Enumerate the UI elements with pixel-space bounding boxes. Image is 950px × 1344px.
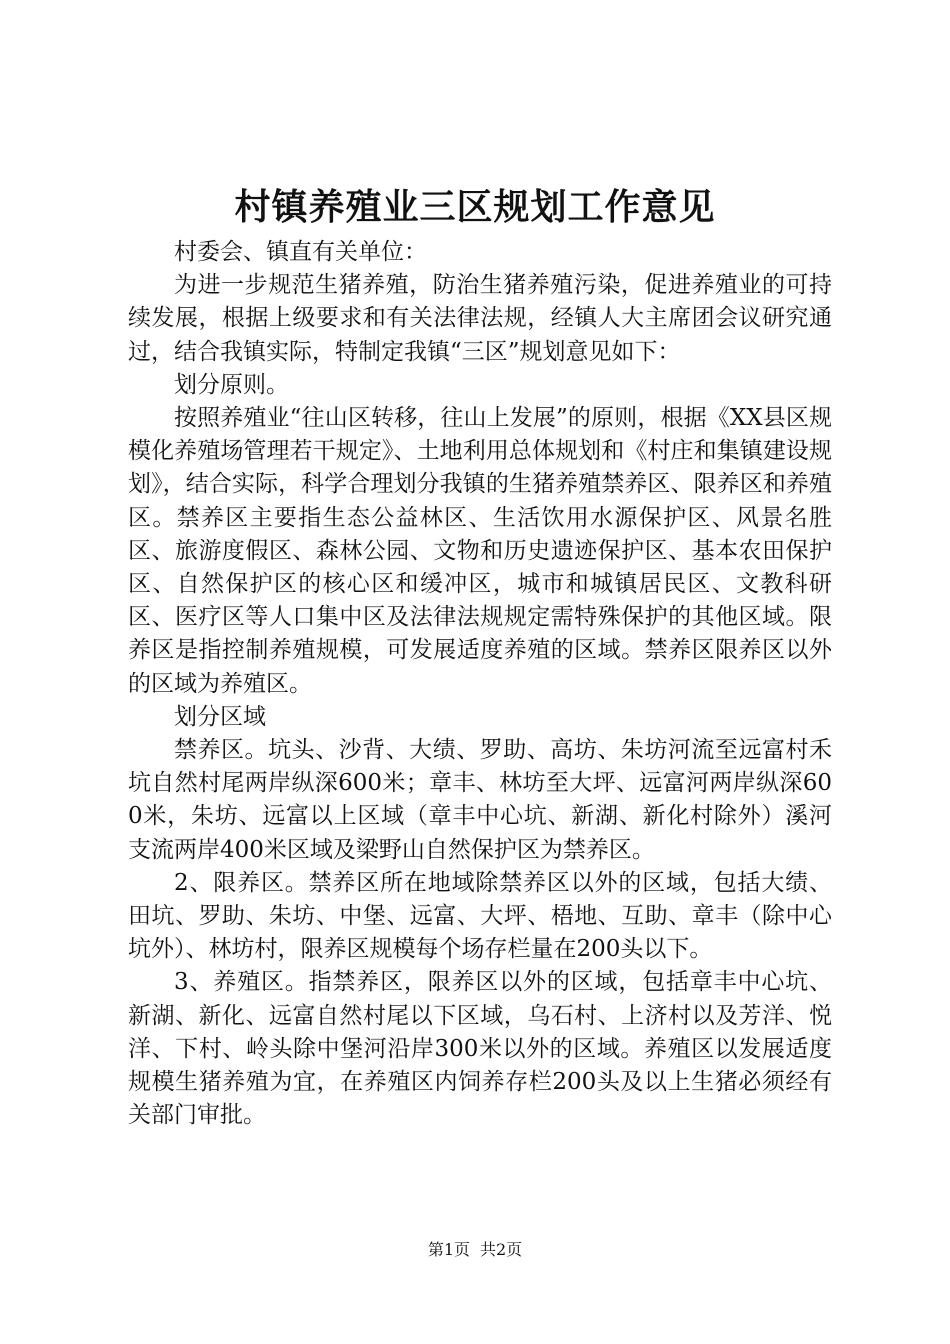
salutation-paragraph: 村委会、镇直有关单位： — [174, 239, 427, 265]
document-body — [128, 236, 832, 1132]
forbidden-zone-paragraph: 禁养区。坑头、沙背、大绩、罗助、高坊、朱坊河流至远富村禾坑自然村尾两岸纵深600米；章丰、林坊至大坪、远富河两岸纵深600米，朱坊、远富以上区域（章丰中心坑、新湖、新化村除外）溪河支流两岸400米区域及梁野山自然保护区为禁养区。 — [128, 737, 832, 863]
intro-paragraph: 为进一步规范生猪养殖，防治生猪养殖污染，促进养殖业的可持续发展，根据上级要求和有关法律法规，经镇人大主席团会议研究通过，结合我镇实际，特制定我镇“三区”规划意见如下： — [128, 272, 832, 365]
restricted-zone-paragraph: 2、限养区。禁养区所在地域除禁养区以外的区域，包括大绩、田坑、罗助、朱坊、中堡、远富、大坪、梧地、互助、章丰（除中心坑外）、林坊村，限养区规模每个场存栏量在200头以下。 — [128, 869, 832, 963]
principles-paragraph: 按照养殖业“往山区转移，往山上发展”的原则，根据《XX县区规模化养殖场管理若干规定》、土地利用总体规划和《村庄和集镇建设规划》，结合实际，科学合理划分我镇的生猪养殖禁养区、限养区和养殖区。禁养区主要指生态公益林区、生活饮用水源保护区、风景名胜区、旅游度假区、森林公园、文物和历史遗迹保护区、基本农田保护区、自然保护区的核心区和缓冲区，城市和城镇居民区、文教科研区、医疗区等人口集中区及法律法规规定需特殊保护的其他区域。限养区是指控制养殖规模，可发展适度养殖的区域。禁养区限养区以外的区域为养殖区。 — [128, 405, 832, 697]
document-title: 村镇养殖业三区规划工作意见 — [234, 187, 716, 228]
page-total: 共2页 — [480, 1240, 523, 1259]
page-number: 第1页 — [427, 1240, 470, 1259]
section-heading-principles: 划分原则。 — [174, 371, 289, 398]
page-footer — [0, 1238, 950, 1262]
section-heading-regions: 划分区域 — [174, 703, 266, 730]
breeding-zone-paragraph: 3、养殖区。指禁养区，限养区以外的区域，包括章丰中心坑、新湖、新化、远富自然村尾以下区域，乌石村、上济村以及芳洋、悦洋、下村、岭头除中堡河沿岸300米以外的区域。养殖区以发展适度规模生猪养殖为宜，在养殖区内饲养存栏200头及以上生猪必须经有关部门审批。 — [128, 969, 832, 1129]
